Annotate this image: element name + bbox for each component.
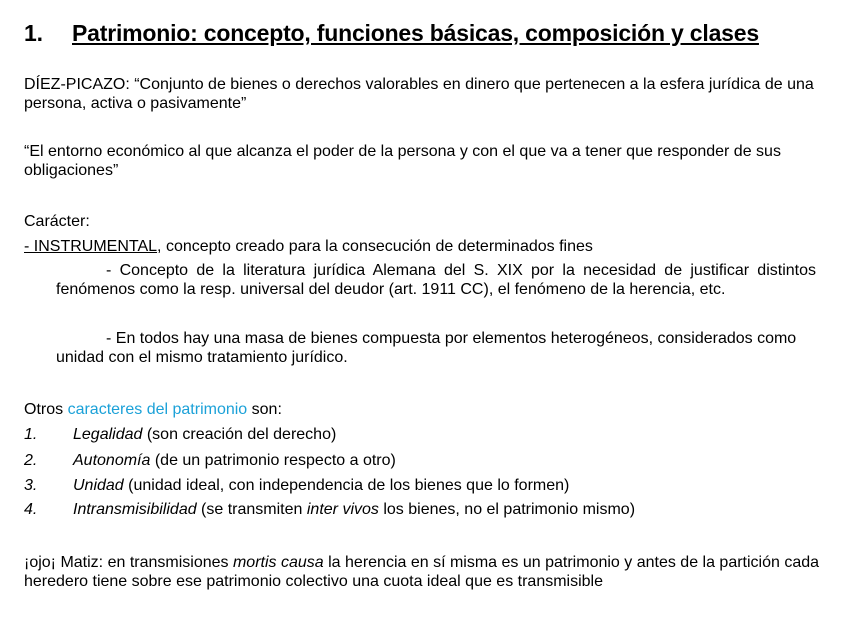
- otros-highlight: caracteres del patrimonio: [67, 401, 248, 418]
- caracter-point-2: [56, 329, 816, 367]
- otros-heading: [24, 400, 824, 419]
- caracter-point-2-text: - En todos hay una masa de bienes compuesta por elementos heterogéneos, considerados como unidad con el mismo tratamiento jurídico.: [56, 330, 797, 366]
- list-term: Legalidad: [73, 426, 143, 443]
- list-text: (se transmiten: [196, 501, 307, 518]
- note-paragraph: [24, 553, 824, 591]
- note-part-2: la herencia en sí misma es un patrimonio y antes de la partición cada heredero tiene sobre ese patrimonio colectivo una cuota ideal que es transmisible: [24, 554, 820, 590]
- caracter-heading: Carácter:: [24, 213, 90, 230]
- instrumental-label: - INSTRUMENTAL: [24, 238, 158, 255]
- slide-title: [24, 20, 759, 47]
- title-text: Patrimonio: concepto, funciones básicas, composición y clases: [72, 20, 759, 46]
- list-text: (son creación del derecho): [142, 426, 337, 443]
- list-item: [24, 425, 336, 444]
- caracter-point-1-text: - Concepto de la literatura jurídica Alemana del S. XIX por la necesidad de justificar distintos fenómenos como la resp. universal del deudor (art. 1911 CC), el fenómeno de la herencia, etc.: [56, 262, 816, 298]
- title-number: 1.: [24, 20, 43, 46]
- second-quote: “El entorno económico al que alcanza el poder de la persona y con el que va a tener que responder de sus obligaciones”: [24, 143, 781, 179]
- list-number: 1.: [24, 426, 38, 443]
- note-part-1: ¡ojo¡ Matiz: en transmisiones: [24, 554, 233, 571]
- definition-author: DÍEZ-PICAZO:: [24, 76, 130, 93]
- list-item: [24, 476, 569, 495]
- instrumental-text: , concepto creado para la consecución de determinados fines: [157, 238, 593, 255]
- instrumental-line: [24, 237, 824, 256]
- definition-quote: “Conjunto de bienes o derechos valorables en dinero que pertenecen a la esfera jurídica de una persona, activa o pasivamente”: [24, 76, 814, 112]
- note-italic: mortis causa: [232, 554, 324, 571]
- caracter-point-1: [56, 261, 816, 299]
- list-italic-text: inter vivos: [306, 501, 379, 518]
- list-term: Intransmisibilidad: [73, 501, 197, 518]
- list-number: 3.: [24, 477, 38, 494]
- list-term: Unidad: [73, 477, 124, 494]
- list-term: Autonomía: [73, 452, 151, 469]
- list-text: los bienes, no el patrimonio mismo): [378, 501, 636, 518]
- otros-suffix: son:: [247, 401, 282, 418]
- list-item: [24, 451, 396, 470]
- list-number: 4.: [24, 501, 38, 518]
- list-item: [24, 500, 635, 519]
- list-text: (unidad ideal, con independencia de los bienes que lo formen): [123, 477, 570, 494]
- list-number: 2.: [24, 452, 38, 469]
- definition-paragraph: [24, 75, 824, 113]
- otros-prefix: Otros: [24, 401, 68, 418]
- list-text: (de un patrimonio respecto a otro): [150, 452, 396, 469]
